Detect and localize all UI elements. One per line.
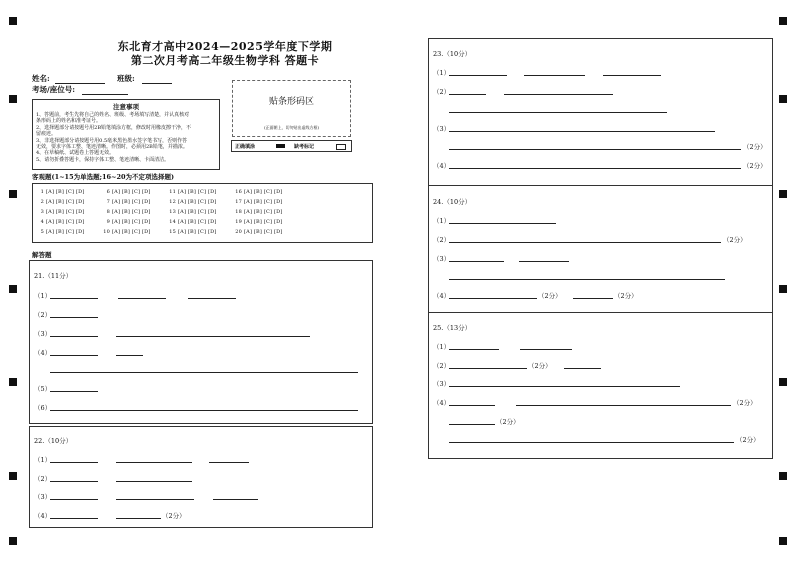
question-25-item-2: （2） (433, 362, 451, 370)
alignment-mark (9, 285, 17, 293)
absent-mark-label: 缺考标记 (294, 144, 315, 150)
answer-line[interactable] (449, 112, 667, 113)
choice-row-13[interactable] (169, 209, 217, 215)
choice-section-title: 客观题(1~15为单选题;16~20为不定项选择题) (32, 173, 175, 181)
question-24-item-3: （3） (433, 255, 451, 263)
right-column-box (428, 38, 773, 459)
notice-title: 注意事项 (113, 103, 139, 111)
absent-mark-box[interactable] (336, 144, 346, 150)
answer-line[interactable] (116, 336, 310, 337)
answer-line[interactable] (50, 462, 98, 463)
question-number: 20 (235, 229, 242, 235)
choice-row-19[interactable] (235, 219, 283, 225)
answer-line[interactable] (50, 372, 358, 373)
points-label: （2分） (528, 362, 552, 370)
alignment-mark (779, 472, 787, 480)
question-22-box (29, 426, 373, 528)
answer-line[interactable] (116, 518, 161, 519)
choice-row-12[interactable] (169, 199, 217, 205)
answer-line[interactable] (50, 391, 98, 392)
answer-line[interactable] (118, 298, 166, 299)
answer-line[interactable] (449, 386, 680, 387)
notice-line: 4、在草稿纸、试题卷上答题无效。 (36, 150, 115, 157)
answer-line[interactable] (449, 75, 507, 76)
answer-line[interactable] (50, 336, 98, 337)
answer-line[interactable] (449, 223, 556, 224)
question-number: 1 (40, 189, 44, 195)
answer-line[interactable] (209, 462, 249, 463)
notice-line: 条形码上的姓名和准考证号。 (36, 118, 102, 125)
choice-options[interactable]: [A] [B] [C] [D] (178, 219, 217, 225)
answer-line[interactable] (449, 349, 499, 350)
choice-row-6[interactable] (103, 189, 151, 195)
choice-options[interactable]: [A] [B] [C] [D] (244, 229, 283, 235)
correct-fill-sample (276, 144, 285, 148)
choice-row-14[interactable] (169, 219, 217, 225)
question-23-item-2: （2） (433, 88, 451, 96)
choice-options[interactable]: [A] [B] [C] [D] (178, 229, 217, 235)
notice-line: 无效，要求字体工整、笔迹清晰。作图时，必须用2B铅笔，并描浓。 (36, 144, 188, 151)
notice-line: 1、答题前，考生先将自己的姓名、班级、考场填写清楚，并认真核对 (36, 112, 190, 118)
question-23-item-3: （3） (433, 125, 451, 133)
alignment-mark (9, 17, 17, 25)
points-label: （2分） (723, 236, 747, 244)
answer-line[interactable] (519, 261, 569, 262)
question-25-item-1: （1） (433, 343, 451, 351)
answer-line[interactable] (116, 462, 192, 463)
notice-line: 2、选择题部分请按题号用2B铅笔填涂方框，修改时用橡皮擦干净，不 (36, 124, 192, 131)
question-21-box (29, 260, 373, 424)
question-21-item-3: （3） (34, 330, 52, 338)
choice-options[interactable]: [A] [B] [C] [D] (46, 229, 85, 235)
question-21-item-4: （4） (34, 349, 52, 357)
alignment-mark (779, 17, 787, 25)
points-label: （2分） (743, 162, 767, 170)
answer-line[interactable] (50, 298, 98, 299)
choice-row-1[interactable] (37, 189, 85, 195)
points-label: （2分） (496, 418, 520, 426)
answer-line[interactable] (520, 349, 572, 350)
section-divider (428, 185, 773, 186)
question-number: 8 (106, 209, 110, 215)
choice-options[interactable]: [A] [B] [C] [D] (244, 189, 283, 195)
question-number: 9 (106, 219, 110, 225)
page-title-line2: 第二次月考高二年级生物学科 答题卡 (130, 54, 320, 67)
barcode-area (232, 80, 351, 137)
choice-options[interactable]: [A] [B] [C] [D] (112, 189, 151, 195)
answer-line[interactable] (50, 410, 358, 411)
question-number: 5 (40, 229, 44, 235)
points-label: （2分） (743, 143, 767, 151)
fill-example (231, 140, 352, 152)
barcode-label: 贴条形码区 (268, 97, 314, 107)
points-label: （2分） (736, 436, 760, 444)
question-number: 17 (235, 199, 242, 205)
answer-line[interactable] (50, 518, 98, 519)
question-23-item-4: （4） (433, 162, 451, 170)
question-number: 4 (40, 219, 44, 225)
answer-line[interactable] (449, 261, 504, 262)
question-24-item-1: （1） (433, 217, 451, 225)
seat-field[interactable] (82, 94, 128, 95)
question-number: 14 (169, 219, 176, 225)
notice-box (32, 99, 220, 170)
question-22-header: 22.（10分） (34, 437, 73, 445)
choice-options[interactable]: [A] [B] [C] [D] (46, 189, 85, 195)
answer-line[interactable] (213, 499, 258, 500)
answer-line[interactable] (449, 368, 527, 369)
question-number: 18 (235, 209, 242, 215)
correct-fill-label: 正确填涂 (235, 144, 256, 150)
question-number: 19 (235, 219, 242, 225)
choice-row-11[interactable] (169, 189, 217, 195)
question-number: 10 (103, 229, 110, 235)
choice-options[interactable]: [A] [B] [C] [D] (244, 199, 283, 205)
points-label: （2分） (538, 292, 562, 300)
choice-row-3[interactable] (37, 209, 85, 215)
answer-line[interactable] (524, 75, 585, 76)
answer-line[interactable] (516, 405, 731, 406)
choice-row-15[interactable] (169, 229, 217, 235)
question-21-item-5: （5） (34, 385, 52, 393)
answer-line[interactable] (116, 481, 192, 482)
choice-row-9[interactable] (103, 219, 151, 225)
question-22-item-4: （4） (34, 512, 52, 520)
answer-line[interactable] (573, 298, 613, 299)
question-24-item-4: （4） (433, 292, 451, 300)
question-number: 13 (169, 209, 176, 215)
section-divider (428, 312, 773, 313)
answer-line[interactable] (504, 94, 613, 95)
alignment-mark (779, 95, 787, 103)
question-25-item-4: （4） (433, 399, 451, 407)
choice-row-7[interactable] (103, 199, 151, 205)
answer-line[interactable] (449, 405, 495, 406)
alignment-mark (9, 537, 17, 545)
question-number: 6 (106, 189, 110, 195)
question-number: 16 (235, 189, 242, 195)
choice-options[interactable]: [A] [B] [C] [D] (178, 209, 217, 215)
choice-options[interactable]: [A] [B] [C] [D] (244, 209, 283, 215)
question-number: 3 (40, 209, 44, 215)
question-number: 12 (169, 199, 176, 205)
question-21-item-6: （6） (34, 404, 52, 412)
choice-options[interactable]: [A] [B] [C] [D] (112, 199, 151, 205)
answer-line[interactable] (50, 355, 98, 356)
answer-line[interactable] (116, 355, 143, 356)
answer-line[interactable] (50, 317, 98, 318)
alignment-mark (779, 537, 787, 545)
alignment-mark (779, 285, 787, 293)
alignment-mark (9, 95, 17, 103)
points-label: （2分） (733, 399, 757, 407)
answer-line[interactable] (449, 149, 741, 150)
question-21-header: 21.（11分） (34, 272, 73, 280)
question-22-item-1: （1） (34, 456, 52, 464)
choice-row-20[interactable] (235, 229, 283, 235)
answer-line[interactable] (603, 75, 661, 76)
notice-line: 留痕迹。 (36, 131, 57, 138)
choice-options[interactable]: [A] [B] [C] [D] (112, 219, 151, 225)
choice-row-2[interactable] (37, 199, 85, 205)
notice-line: 5、请勿折叠答题卡，保持字体工整、笔迹清晰、卡面清洁。 (36, 156, 170, 163)
answer-line[interactable] (449, 242, 721, 243)
choice-options[interactable]: [A] [B] [C] [D] (178, 199, 217, 205)
alignment-mark (779, 378, 787, 386)
question-22-item-3: （3） (34, 493, 52, 501)
choice-row-17[interactable] (235, 199, 283, 205)
question-21-item-2: （2） (34, 311, 52, 319)
answer-line[interactable] (449, 442, 734, 443)
notice-line: 3、非选择题部分请按题号用0.5毫米黑色墨水签字笔书写，否则作答 (36, 137, 188, 144)
answer-line[interactable] (116, 499, 194, 500)
choice-options[interactable]: [A] [B] [C] [D] (244, 219, 283, 225)
choice-row-18[interactable] (235, 209, 283, 215)
choice-row-5[interactable] (37, 229, 85, 235)
question-25-item-3: （3） (433, 380, 451, 388)
question-23-header: 23.（10分） (433, 50, 472, 58)
question-number: 7 (106, 199, 110, 205)
alignment-mark (9, 472, 17, 480)
answer-line[interactable] (449, 279, 725, 280)
alignment-mark (9, 190, 17, 198)
question-number: 2 (40, 199, 44, 205)
choice-options[interactable]: [A] [B] [C] [D] (46, 199, 85, 205)
choice-grid (32, 183, 373, 243)
name-label: 姓名: (32, 74, 50, 83)
choice-row-8[interactable] (103, 209, 151, 215)
choice-options[interactable]: [A] [B] [C] [D] (112, 209, 151, 215)
question-23-item-1: （1） (433, 69, 451, 77)
seat-label: 考场/座位号: (32, 85, 76, 94)
answer-section-title: 解答题 (32, 251, 52, 259)
question-24-item-2: （2） (433, 236, 451, 244)
class-field[interactable] (142, 83, 172, 84)
question-25-header: 25.（13分） (433, 324, 472, 332)
points-label: （2分） (162, 512, 186, 520)
question-22-item-2: （2） (34, 475, 52, 483)
answer-line[interactable] (50, 481, 98, 482)
choice-options[interactable]: [A] [B] [C] [D] (46, 209, 85, 215)
answer-line[interactable] (564, 368, 601, 369)
answer-line[interactable] (449, 424, 495, 425)
question-number: 15 (169, 229, 176, 235)
answer-line[interactable] (449, 131, 715, 132)
answer-line[interactable] (50, 499, 98, 500)
choice-options[interactable]: [A] [B] [C] [D] (112, 229, 151, 235)
choice-row-4[interactable] (37, 219, 85, 225)
choice-row-16[interactable] (235, 189, 283, 195)
answer-line[interactable] (188, 298, 236, 299)
alignment-mark (779, 190, 787, 198)
answer-line[interactable] (449, 94, 486, 95)
barcode-hint: (正面朝上，切勿贴出虚线方框) (263, 125, 320, 130)
choice-options[interactable]: [A] [B] [C] [D] (46, 219, 85, 225)
answer-line[interactable] (449, 298, 537, 299)
choice-options[interactable]: [A] [B] [C] [D] (178, 189, 217, 195)
class-label: 班级: (117, 74, 135, 83)
question-number: 11 (169, 189, 176, 195)
choice-row-10[interactable] (103, 229, 151, 235)
points-label: （2分） (614, 292, 638, 300)
page-title-line1: 东北育才高中2024—2025学年度下学期 (117, 40, 333, 53)
alignment-mark (9, 378, 17, 386)
answer-line[interactable] (449, 168, 741, 169)
question-21-item-1: （1） (34, 292, 52, 300)
question-24-header: 24.（10分） (433, 198, 472, 206)
